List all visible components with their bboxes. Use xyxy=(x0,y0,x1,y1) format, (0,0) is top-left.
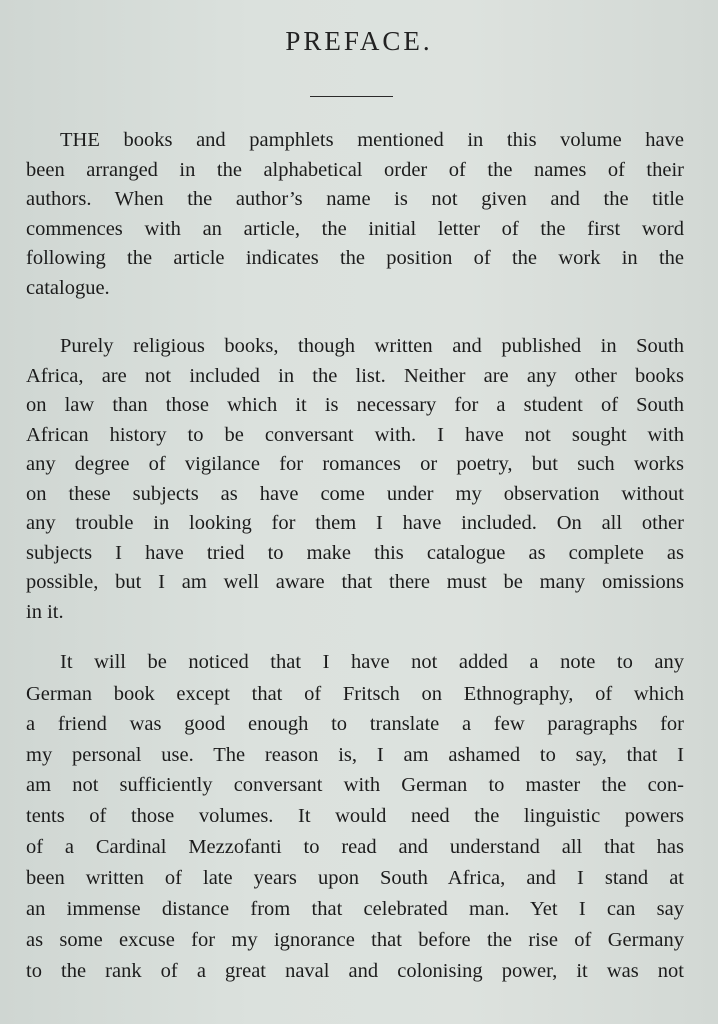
text-line: following the article indicates the position of the work in the xyxy=(26,247,684,269)
text-line: my personal use. The reason is, I am ashamed to say, that I xyxy=(26,744,684,766)
page-title: PREFACE. xyxy=(285,26,433,56)
text-line: of a Cardinal Mezzofanti to read and understand all that has xyxy=(26,836,684,858)
text-line: a friend was good enough to translate a few paragraphs for xyxy=(26,713,684,735)
text-line: been written of late years upon South Africa, and I stand at xyxy=(26,867,684,889)
text-line: any degree of vigilance for romances or poetry, but such works xyxy=(26,453,684,475)
text-line: subjects I have tried to make this catalogue as complete as xyxy=(26,542,684,564)
text-line: Africa, are not included in the list. Neither are any other books xyxy=(26,365,684,387)
title-rule xyxy=(310,96,393,97)
text-line: any trouble in looking for them I have included. On all other xyxy=(26,512,684,534)
text-line: been arranged in the alphabetical order of the names of their xyxy=(26,159,684,181)
text-line: on law than those which it is necessary for a student of South xyxy=(26,394,684,416)
text-line: African history to be conversant with. I have not sought with xyxy=(26,424,684,446)
text-line: on these subjects as have come under my observation without xyxy=(26,483,684,505)
text-line: to the rank of a great naval and colonising power, it was not xyxy=(26,960,684,982)
text-line: tents of those volumes. It would need the linguistic powers xyxy=(26,805,684,827)
text-line: in it. xyxy=(26,601,64,623)
text-line: possible, but I am well aware that there must be many omissions xyxy=(26,571,684,593)
text-line: THE books and pamphlets mentioned in this volume have xyxy=(60,129,684,151)
text-line: catalogue. xyxy=(26,277,110,299)
text-line: commences with an article, the initial letter of the first word xyxy=(26,218,684,240)
text-line: Purely religious books, though written and published in South xyxy=(60,335,684,357)
text-line: It will be noticed that I have not added a note to any xyxy=(60,651,684,673)
text-line: am not sufficiently conversant with German to master the con- xyxy=(26,774,684,796)
text-line: authors. When the author’s name is not given and the title xyxy=(26,188,684,210)
text-line: an immense distance from that celebrated man. Yet I can say xyxy=(26,898,684,920)
text-line: as some excuse for my ignorance that before the rise of Germany xyxy=(26,929,684,951)
text-line: German book except that of Fritsch on Ethnography, of which xyxy=(26,683,684,705)
